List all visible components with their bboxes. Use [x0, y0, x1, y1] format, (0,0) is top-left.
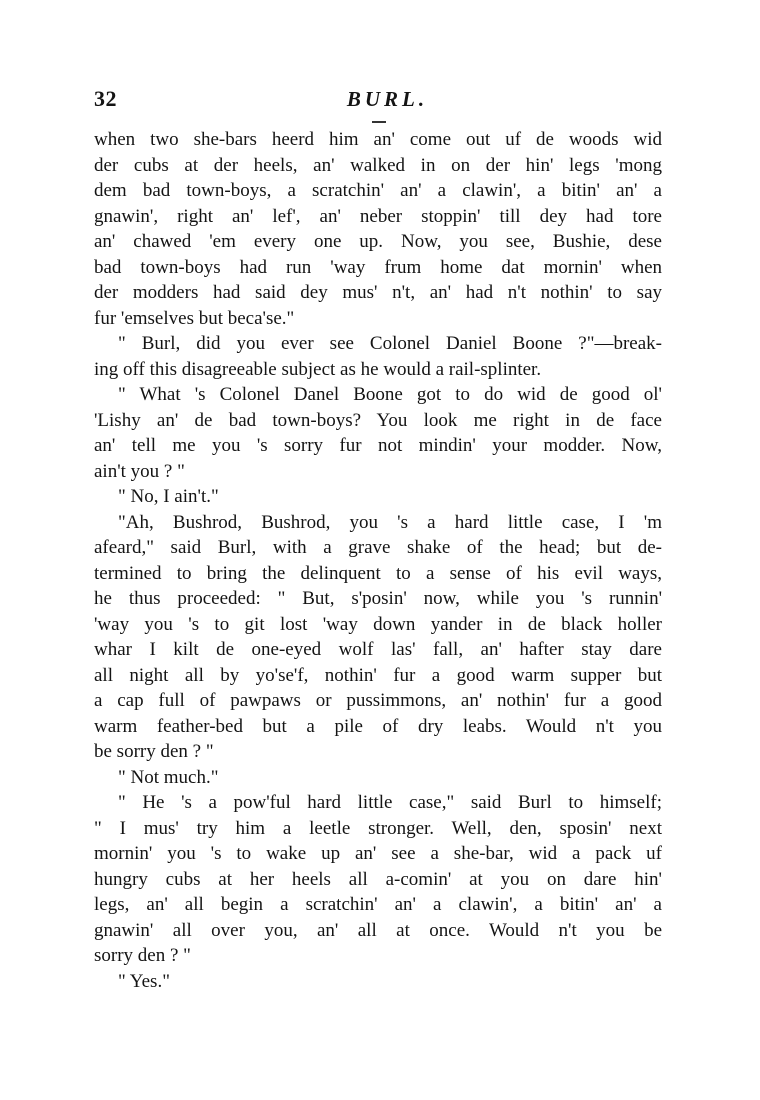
text-line: fur 'emselves but beca'se." — [94, 307, 295, 329]
page-number: 32 — [94, 86, 117, 111]
text-line: " Burl, did you ever see Colonel Daniel Boone ?"—break- — [118, 333, 662, 354]
text-line: " Yes." — [118, 970, 170, 992]
text-line: " Not much." — [118, 766, 219, 788]
running-head: BURL. — [346, 87, 429, 111]
text-line: afeard," said Burl, with a grave shake of the head; but de- — [94, 537, 662, 558]
text-line: gnawin', right an' lef', an' neber stoppin' till dey had tore — [94, 205, 662, 227]
text-line: sorry den ? " — [94, 945, 191, 966]
text-line: der modders had said dey mus' n't, an' had n't nothin' to say — [94, 282, 662, 303]
text-line: all night all by yo'se'f, nothin' fur a good warm supper but — [94, 664, 662, 686]
text-line: be sorry den ? " — [94, 741, 214, 762]
body-text — [94, 127, 662, 994]
text-line: " What 's Colonel Danel Boone got to do wid de good ol' — [118, 384, 662, 405]
text-line: gnawin' all over you, an' all at once. Would n't you be — [94, 919, 662, 941]
text-line: he thus proceeded: " But, s'posin' now, while you 's runnin' — [94, 588, 662, 609]
text-line: mornin' you 's to wake up an' see a she-bar, wid a pack uf — [94, 843, 662, 864]
header-rule — [372, 121, 386, 123]
text-line: whar I kilt de one-eyed wolf las' fall, an' hafter stay dare — [94, 639, 662, 660]
text-line: bad town-boys had run 'way frum home dat mornin' when — [94, 256, 662, 278]
text-line: when two she-bars heerd him an' come out uf de woods wid — [94, 129, 662, 150]
text-line: an' tell me you 's sorry fur not mindin' your modder. Now, — [94, 435, 662, 456]
text-line: " He 's a pow'ful hard little case," said Burl to himself; — [118, 792, 662, 813]
text-line: an' chawed 'em every one up. Now, you see, Bushie, dese — [94, 231, 662, 252]
text-line: "Ah, Bushrod, Bushrod, you 's a hard little case, I 'm — [118, 511, 662, 533]
text-line: der cubs at der heels, an' walked in on der hin' legs 'mong — [94, 154, 662, 176]
text-line: a cap full of pawpaws or pussimmons, an' nothin' fur a good — [94, 690, 662, 711]
text-line: 'way you 's to git lost 'way down yander in de black holler — [94, 613, 662, 635]
text-line: legs, an' all begin a scratchin' an' a clawin', a bitin' an' a — [94, 894, 662, 915]
text-line: warm feather-bed but a pile of dry leabs. Would n't you — [94, 715, 662, 737]
text-line: hungry cubs at her heels all a-comin' at you on dare hin' — [94, 868, 662, 890]
text-line: " No, I ain't." — [118, 486, 219, 507]
text-line: ing off this disagreeable subject as he would a rail-splinter. — [94, 358, 542, 380]
text-line: " I mus' try him a leetle stronger. Well, den, sposin' next — [94, 817, 662, 839]
text-line: ain't you ? " — [94, 460, 185, 482]
text-line: 'Lishy an' de bad town-boys? You look me right in de face — [94, 409, 662, 431]
text-line: termined to bring the delinquent to a sense of his evil ways, — [94, 562, 662, 584]
text-line: dem bad town-boys, a scratchin' an' a clawin', a bitin' an' a — [94, 180, 662, 201]
